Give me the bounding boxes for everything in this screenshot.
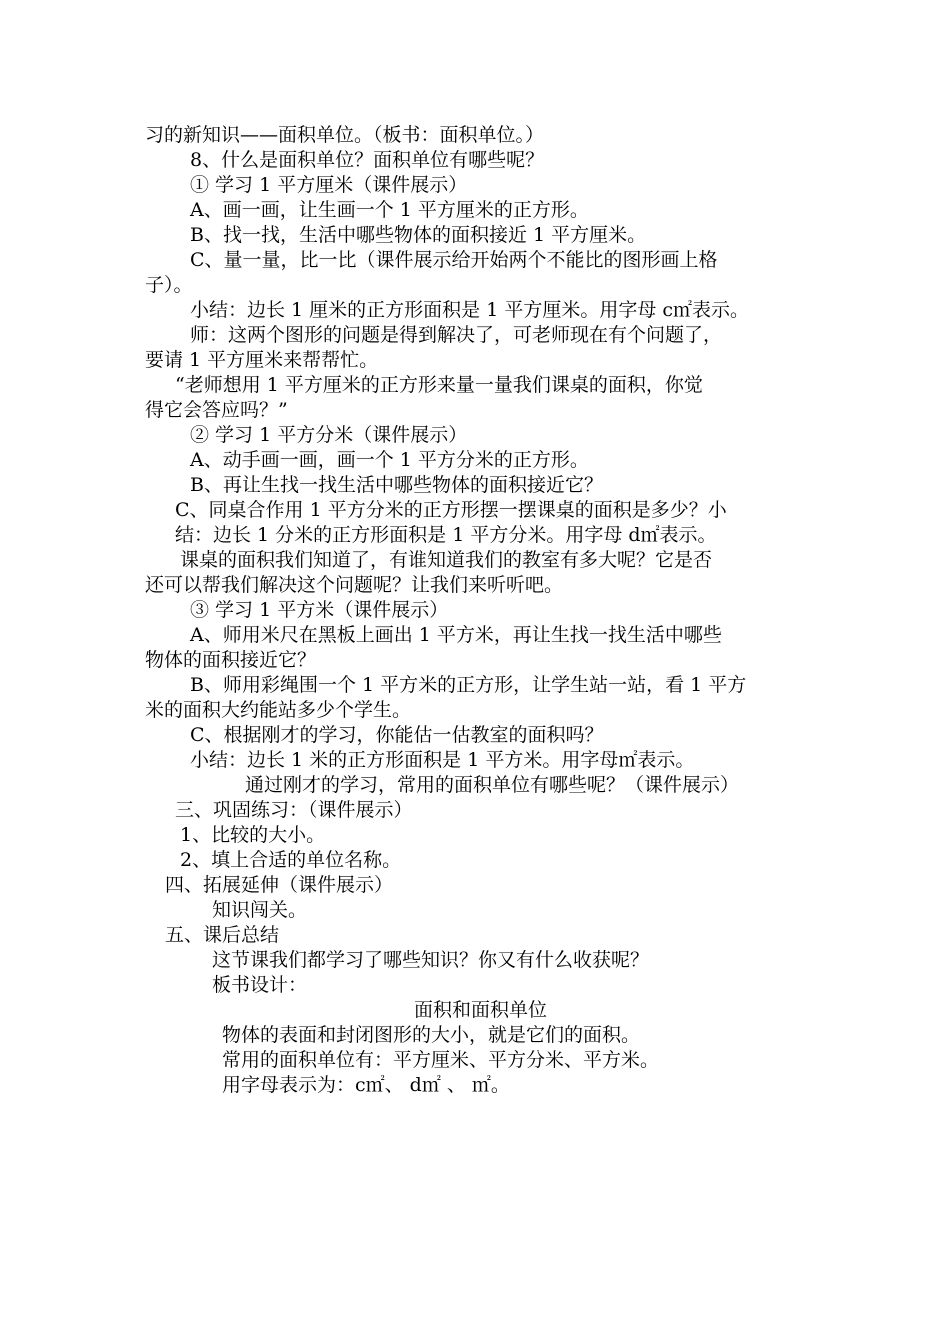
text-line: 小结：边长 1 厘米的正方形面积是 1 平方厘米。用字母 c㎡表示。 <box>190 299 750 321</box>
text-line: B、找一找，生活中哪些物体的面积接近 1 平方厘米。 <box>190 224 647 246</box>
text-line: B、再让生找一找生活中哪些物体的面积接近它？ <box>190 474 603 496</box>
text-line: 物体的面积接近它？ <box>145 649 317 671</box>
text-line: A、师用米尺在黑板上画出 1 平方米，再让生找一找生活中哪些 <box>190 624 722 646</box>
text-line: 要请 1 平方厘米来帮帮忙。 <box>145 349 379 371</box>
text-line: 结：边长 1 分米的正方形面积是 1 平方分米。用字母 d㎡表示。 <box>175 524 717 546</box>
text-line: C、同桌合作用 1 平方分米的正方形摆一摆课桌的面积是多少？小 <box>175 499 727 521</box>
section-heading: 四、拓展延伸（课件展示） <box>165 874 394 896</box>
text-line: 这节课我们都学习了哪些知识？你又有什么收获呢？ <box>212 949 650 971</box>
text-line: 知识闯关。 <box>212 899 308 921</box>
text-line: 1、比较的大小。 <box>180 824 326 846</box>
text-line: “老师想用 1 平方厘米的正方形来量一量我们课桌的面积，你觉 <box>175 374 703 396</box>
text-line: B、师用彩绳围一个 1 平方米的正方形，让学生站一站，看 1 平方 <box>190 674 747 696</box>
board-title: 面积和面积单位 <box>414 999 548 1021</box>
text-line: 常用的面积单位有：平方厘米、平方分米、平方米。 <box>222 1049 660 1071</box>
text-line: C、量一量，比一比（课件展示给开始两个不能比的图形画上格 <box>190 249 718 271</box>
text-line: 师：这两个图形的问题是得到解决了，可老师现在有个问题了， <box>190 324 723 346</box>
text-line: ③ 学习 1 平方米（课件展示） <box>190 599 449 621</box>
section-heading: 三、巩固练习：（课件展示） <box>175 799 413 821</box>
text-line: ① 学习 1 平方厘米（课件展示） <box>190 174 468 196</box>
text-line: 用字母表示为：c㎡、 d㎡ 、 ㎡。 <box>222 1074 510 1096</box>
text-line: 课桌的面积我们知道了，有谁知道我们的教室有多大呢？它是否 <box>180 549 713 571</box>
text-line: ② 学习 1 平方分米（课件展示） <box>190 424 468 446</box>
text-line: 子）。 <box>145 274 193 296</box>
text-line: 2、填上合适的单位名称。 <box>180 849 402 871</box>
text-line: 得它会答应吗？” <box>145 399 288 421</box>
text-line: 8、什么是面积单位？面积单位有哪些呢？ <box>190 149 545 171</box>
text-line: 习的新知识——面积单位。（板书：面积单位。） <box>145 124 545 146</box>
text-line: 米的面积大约能站多少个学生。 <box>145 699 412 721</box>
text-line: 板书设计： <box>212 974 308 996</box>
text-line: A、动手画一画，画一个 1 平方分米的正方形。 <box>190 449 589 471</box>
text-line: 还可以帮我们解决这个问题呢？让我们来听听吧。 <box>145 574 564 596</box>
section-heading: 五、课后总结 <box>165 924 280 946</box>
text-line: C、根据刚才的学习，你能估一估教室的面积吗？ <box>190 724 604 746</box>
text-line: A、画一画，让生画一个 1 平方厘米的正方形。 <box>190 199 589 221</box>
text-line: 物体的表面和封闭图形的大小，就是它们的面积。 <box>222 1024 641 1046</box>
text-line: 通过刚才的学习，常用的面积单位有哪些呢？（课件展示） <box>245 774 740 796</box>
text-line: 小结：边长 1 米的正方形面积是 1 平方米。用字母㎡表示。 <box>190 749 695 771</box>
